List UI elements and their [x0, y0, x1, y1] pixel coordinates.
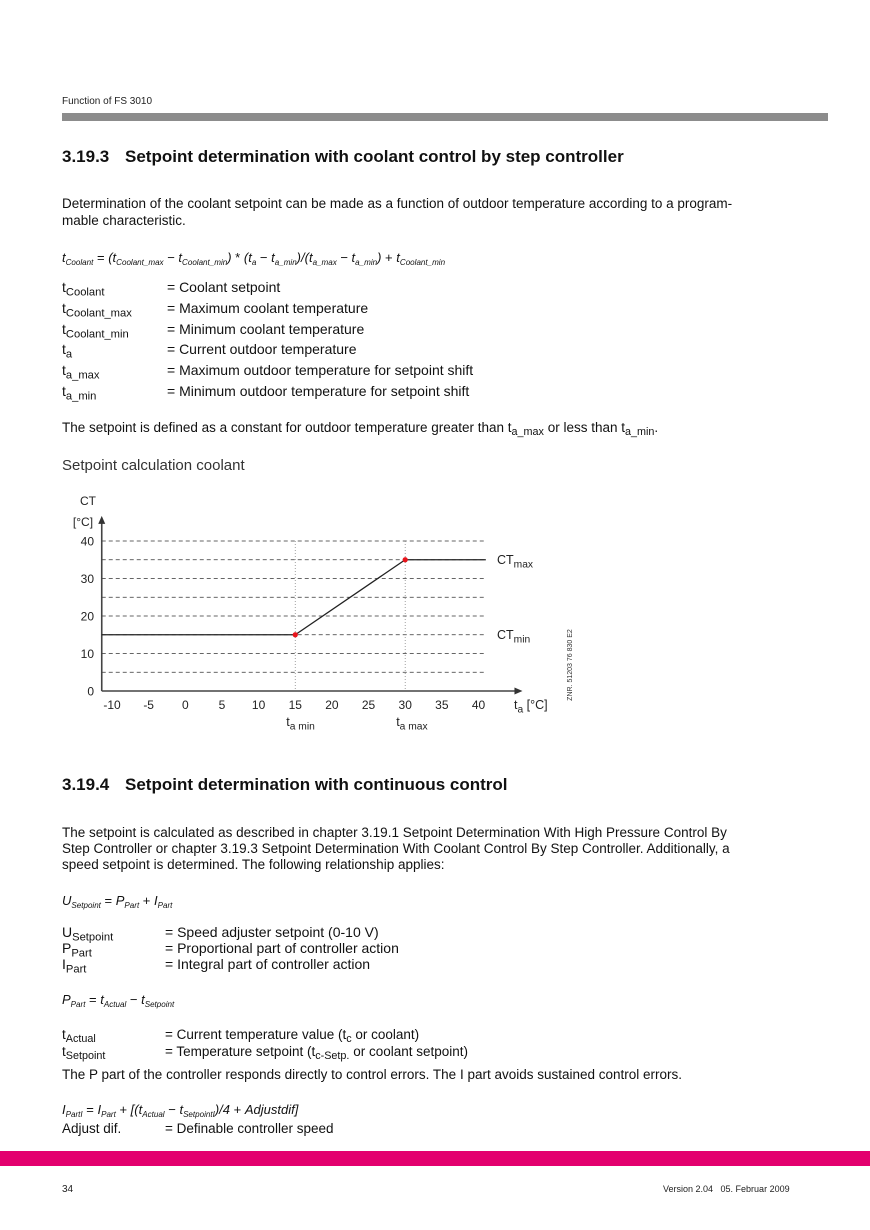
coolant-setpoint-formula — [62, 250, 445, 265]
text-run: = Temperature setpoint (t — [165, 1043, 316, 1059]
label-subscript: max — [513, 559, 534, 571]
label-text: CT — [497, 627, 514, 642]
section1-definitions — [62, 279, 473, 404]
section-title: Setpoint determination with continuous control — [125, 775, 508, 794]
page-number: 34 — [62, 1184, 74, 1195]
x-tick-label: 35 — [435, 698, 449, 712]
x-tick-label: 25 — [361, 698, 376, 712]
text-run: P — [62, 992, 71, 1007]
figure-id: ZNR. 51203 76 830 E2 — [567, 629, 574, 701]
x-axis-title — [514, 698, 548, 716]
subscript: c-Setp. — [315, 1049, 350, 1062]
operator: = — [100, 893, 116, 908]
operator: = — [93, 250, 109, 265]
label-subscript: min — [513, 634, 531, 646]
intro-line: Determination of the coolant setpoint can be made as a function of outdoor temperature according to a program- — [62, 196, 733, 211]
x-tick-label: -10 — [103, 698, 121, 712]
guide-label — [286, 715, 315, 733]
y-tick-label: 30 — [80, 572, 94, 586]
definition-description: = Maximum outdoor temperature for setpoint shift — [167, 362, 474, 379]
section-title: Setpoint determination with coolant control by step controller — [125, 147, 624, 166]
x-tick-label: -5 — [143, 698, 154, 712]
annotation-ct-max — [497, 553, 534, 571]
section1-intro — [62, 196, 732, 229]
subscript: a_max — [312, 257, 337, 267]
operator: − — [163, 250, 179, 265]
text-run: = Current temperature value (t — [165, 1027, 347, 1042]
operator: − — [256, 250, 272, 265]
setpoint-chart — [0, 480, 600, 750]
definition-description: = Minimum coolant temperature — [167, 320, 365, 337]
text-run: ) — [227, 250, 232, 265]
text-run: (t — [108, 250, 117, 265]
text-run: )/(t — [296, 250, 313, 265]
section-heading-3-19-4 — [62, 775, 507, 795]
definition-row — [62, 940, 399, 960]
text-run: t — [62, 250, 66, 265]
operator: − — [336, 250, 352, 265]
text-run: t — [100, 992, 104, 1007]
subscript: Actual — [142, 1109, 165, 1119]
x-tick-label: 10 — [251, 698, 266, 712]
text-run: or less than t — [543, 420, 625, 435]
subscript: a — [251, 257, 257, 267]
text-run: t — [179, 1102, 184, 1117]
definition-description: = Speed adjuster setpoint (0-10 V) — [165, 924, 379, 940]
speed-definitions — [62, 924, 399, 976]
definition-row — [62, 956, 399, 976]
definition-description: = Integral part of controller action — [165, 956, 371, 972]
subscript: a_min — [274, 257, 297, 267]
text-run: I — [154, 893, 158, 908]
section2-intro — [62, 825, 730, 873]
constant-setpoint-note — [62, 420, 658, 437]
guide-label — [396, 715, 428, 733]
adjust-definition — [62, 1121, 333, 1138]
definition-symbol: $U_{Setpoint}$ — [62, 924, 114, 944]
intro-line: The setpoint is calculated as described in chapter 3.19.1 Setpoint Determination With High Pressure Control By — [62, 825, 727, 840]
definition-symbol: $t_{Coolant\_max}$ — [62, 299, 132, 320]
x-tick-label: 30 — [398, 698, 412, 712]
y-axis-arrowhead — [98, 516, 105, 524]
text-run: I — [97, 1102, 102, 1117]
definition-row — [62, 383, 473, 404]
text-run: t — [141, 992, 145, 1007]
text-run: I — [62, 1102, 66, 1117]
operator: + — [115, 1102, 131, 1117]
x-tick-label: 0 — [181, 698, 189, 712]
operator: + — [230, 1102, 245, 1117]
definition-symbol: $t_{a\_max}$ — [62, 362, 100, 382]
p-part-note: The P part of the controller responds directly to control errors. The I part avoids sustained control errors. — [62, 1067, 683, 1082]
section-number: 3.19.3 — [62, 147, 110, 166]
definition-description: = Coolant setpoint — [167, 279, 281, 295]
x-tick-label: 5 — [218, 698, 226, 712]
operator: * — [231, 250, 244, 265]
text-run: or coolant) — [351, 1027, 420, 1042]
subscript: SetpointI — [183, 1109, 215, 1119]
annotation-ct-min — [497, 628, 530, 646]
subscript: a_min — [355, 257, 378, 267]
y-axis-unit: [°C] — [72, 515, 94, 529]
text-run: t — [271, 250, 275, 265]
x-tick-label: 15 — [288, 698, 302, 712]
label-text: CT — [497, 552, 514, 567]
header-rule — [62, 113, 828, 121]
definition-symbol: $I_{Part}$ — [62, 956, 87, 976]
text-run: . — [654, 420, 659, 435]
label-text: [°C] — [523, 698, 548, 712]
y-axis-title: CT — [80, 494, 96, 508]
definition-description: = Maximum coolant temperature — [167, 299, 369, 316]
subscript: Setpoint — [144, 999, 175, 1009]
data-point-marker — [403, 557, 408, 562]
text-run: t — [351, 250, 356, 265]
x-axis-arrowhead — [514, 688, 522, 695]
intro-line: mable characteristic. — [62, 212, 186, 228]
section-heading-3-19-3 — [62, 147, 624, 167]
text-run: U — [62, 893, 72, 908]
text-run: or coolant setpoint) — [349, 1043, 469, 1059]
subscript: Part — [70, 999, 86, 1009]
subscript: Setpoint — [71, 900, 101, 910]
definition-symbol: $t_{Setpoint}$ — [62, 1043, 106, 1062]
footer-rule — [0, 1151, 870, 1166]
text-run: P — [115, 893, 125, 908]
definition-row — [62, 300, 473, 321]
definition-row — [62, 279, 473, 300]
subscript: Coolant_max — [116, 257, 164, 267]
subscript: c — [346, 1033, 352, 1046]
text-run: Adjustdif] — [244, 1102, 299, 1117]
text-run: ) — [377, 250, 382, 265]
label-subscript: a max — [399, 721, 428, 733]
definition-description — [165, 1043, 469, 1062]
subscript: a_min — [625, 426, 655, 439]
definition-symbol: $t_{Coolant}$ — [62, 279, 105, 299]
x-tick-label: 20 — [325, 698, 339, 712]
subscript: a_max — [511, 426, 544, 439]
definition-symbol: Adjust dif. — [62, 1121, 122, 1136]
subscript: Part — [101, 1109, 116, 1119]
operator: = — [82, 1102, 98, 1117]
definition-row — [62, 321, 473, 342]
subscript: Coolant_min — [399, 257, 446, 267]
label-subscript: a min — [289, 721, 315, 733]
definition-description — [165, 1027, 420, 1046]
text-run: The setpoint is defined as a constant for outdoor temperature greater than t — [62, 420, 512, 435]
definition-symbol: $t_{a\_min}$ — [62, 382, 97, 403]
operator: − — [164, 1102, 180, 1117]
subscript: Part — [157, 900, 173, 910]
data-point-marker — [293, 632, 298, 637]
text-run: t — [178, 250, 183, 265]
integral-part-formula — [62, 1102, 298, 1117]
y-tick-label: 40 — [80, 534, 94, 549]
y-tick-label: 10 — [80, 647, 94, 661]
text-run: t — [396, 250, 400, 265]
definition-description: = Current outdoor temperature — [167, 341, 357, 358]
text-run: )/4 — [214, 1102, 230, 1117]
subscript: PartI — [65, 1109, 83, 1119]
section-number: 3.19.4 — [62, 775, 110, 794]
chart-title: Setpoint calculation coolant — [62, 457, 245, 474]
definition-symbol: $t_{Actual}$ — [62, 1027, 96, 1046]
operator: − — [126, 992, 142, 1007]
y-tick-label: 20 — [80, 609, 94, 624]
y-tick-label: 0 — [87, 684, 94, 699]
intro-line: Step Controller or chapter 3.19.3 Setpoint Determination With Coolant Control By Step Controller. Additionally, a — [62, 841, 730, 856]
subscript: Coolant_min — [182, 257, 228, 267]
definition-row — [62, 341, 473, 362]
subscript: Coolant — [65, 257, 94, 267]
definition-row — [62, 362, 473, 383]
definition-row — [62, 1027, 468, 1044]
definition-row — [62, 1121, 333, 1138]
definition-row — [62, 1044, 468, 1061]
label-subscript: a — [517, 704, 524, 716]
label-text: t — [514, 698, 518, 712]
definition-symbol: $P_{Part}$ — [62, 940, 92, 960]
definition-symbol: $t_{Coolant\_min}$ — [62, 320, 129, 340]
temperature-definitions — [62, 1027, 468, 1060]
label-text: t — [396, 715, 400, 729]
text-run: [(t — [130, 1102, 143, 1117]
x-tick-label: 40 — [471, 698, 486, 712]
definition-row — [62, 924, 399, 944]
proportional-part-formula — [62, 992, 174, 1007]
subscript: Actual — [103, 999, 127, 1009]
operator: + — [139, 893, 155, 908]
definition-description: = Definable controller speed — [165, 1121, 334, 1136]
intro-line: speed setpoint is determined. The following relationship applies: — [62, 857, 445, 872]
label-text: t — [286, 715, 290, 729]
operator: = — [85, 992, 101, 1007]
definition-description: = Minimum outdoor temperature for setpoint shift — [167, 382, 470, 399]
subscript: Part — [124, 900, 140, 910]
definition-symbol: $t_a$ — [62, 341, 73, 361]
version-info: Version 2.04 05. Februar 2009 — [663, 1184, 790, 1194]
text-run: (t — [243, 250, 252, 265]
operator: + — [381, 250, 397, 265]
definition-description: = Proportional part of controller action — [165, 940, 399, 956]
running-header: Function of FS 3010 — [62, 96, 153, 107]
speed-setpoint-formula — [62, 893, 172, 908]
